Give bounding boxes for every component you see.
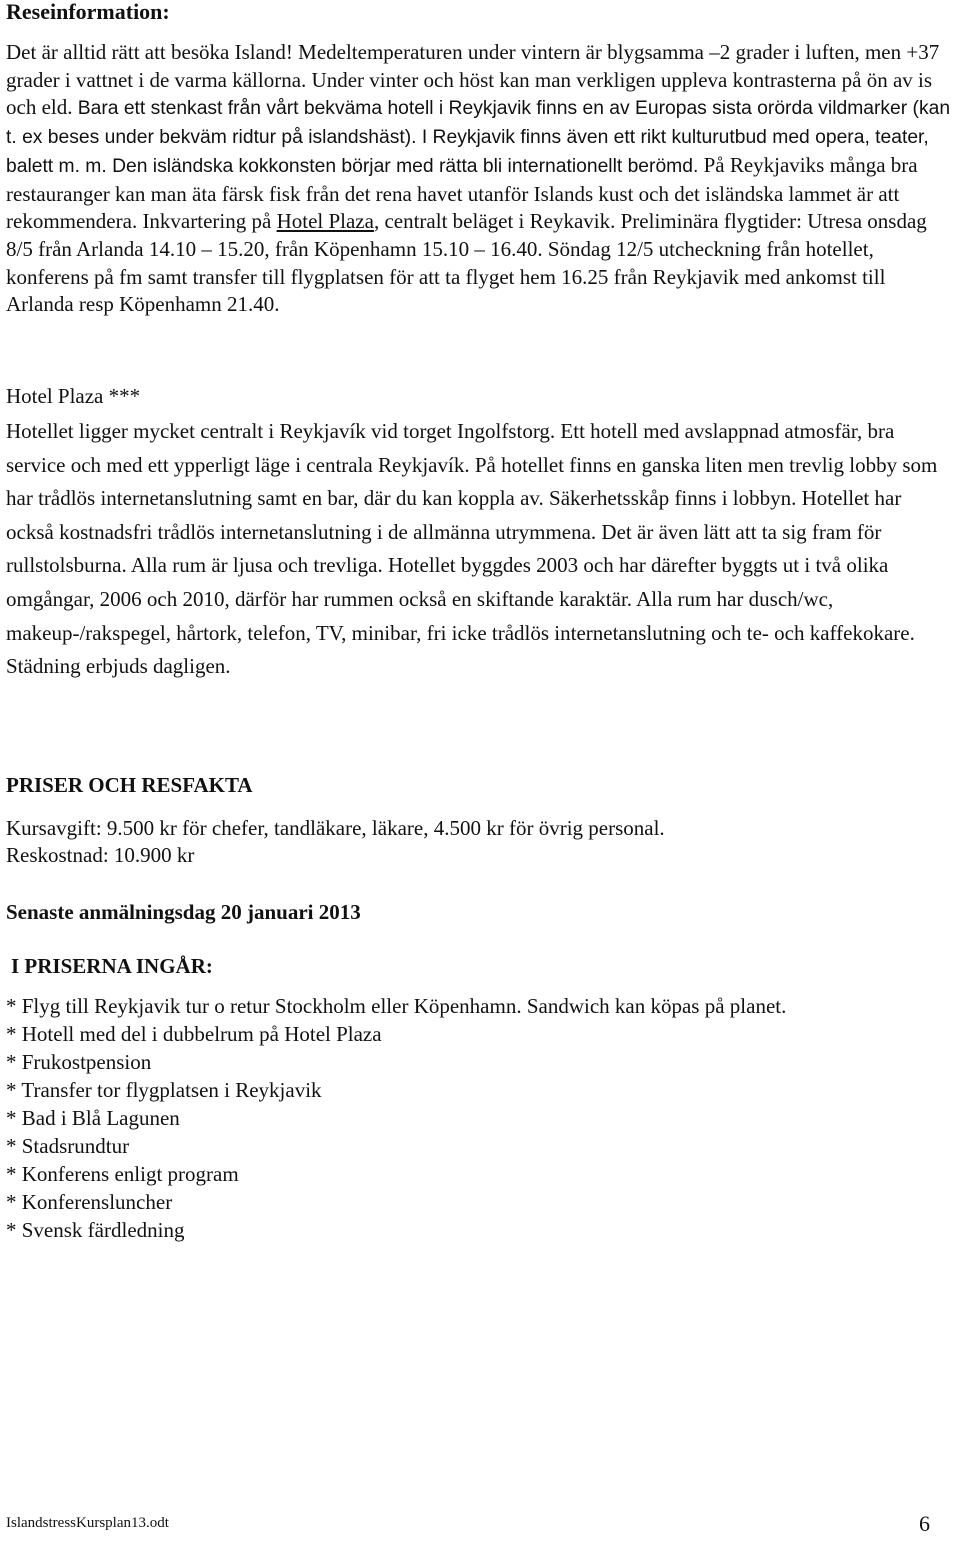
section-heading-ingar: I PRISERNA INGÅR: — [11, 954, 213, 978]
paragraph-text-1: Det är alltid rätt att besöka Island! Medeltemperaturen under vintern är blygsamma –2 grader i luften, men +37 grader i vattnet i de varma källorna. Under vinter och höst kan man verkligen uppleva kontrasterna på ön av is och eld. — [6, 40, 940, 120]
footer-filename: IslandstressKursplan13.odt — [6, 1515, 169, 1531]
price-info — [6, 815, 665, 869]
list-item: * Hotell med del i dubbelrum på Hotel Plaza — [6, 1022, 382, 1046]
list-item: * Konferens enligt program — [6, 1162, 239, 1186]
list-item: * Stadsrundtur — [6, 1134, 130, 1158]
registration-deadline: Senaste anmälningsdag 20 januari 2013 — [6, 900, 361, 924]
hotel-title: Hotel Plaza *** — [6, 384, 141, 408]
paragraph-hotel-description: Hotellet ligger mycket centralt i Reykjavík vid torget Ingolfstorg. Ett hotell med avslappnad atmosfär, bra service och med ett ypperligt läge i centrala Reykjavík. På hotellet finns en ganska liten men trevlig lobby som har trådlös internetanslutning samt en bar, där du kan koppla av. Säkerhetsskåp finns i lobbyn. Hotellet har också kostnadsfri trådlös internetanslutning i de allmänna utrymmena. Det är även lätt att ta sig fram för rullstolsburna. Alla rum är ljusa och trevliga. Hotellet byggdes 2003 och har därefter byggts ut i två olika omgångar, 2006 och 2010, därför har rummen också en skiftande karaktär. Alla rum har dusch/wc, makeup-/rakspegel, hårtork, telefon, TV, minibar, fri icke trådlös internetanslutning och te- och kaffekokare. Städning erbjuds dagligen. — [6, 419, 938, 679]
list-item: * Flyg till Reykjavik tur o retur Stockholm eller Köpenhamn. Sandwich kan köpas på planet. — [6, 994, 787, 1018]
reskostnad-line: Reskostnad: 10.900 kr — [6, 843, 195, 867]
list-item: * Transfer tor flygplatsen i Reykjavik — [6, 1078, 322, 1102]
list-item: * Svensk färdledning — [6, 1218, 185, 1242]
paragraph-reseinformation — [6, 39, 954, 319]
included-items-list — [6, 992, 786, 1244]
kursavgift-line: Kursavgift: 9.500 kr för chefer, tandläkare, läkare, 4.500 kr för övrig personal. — [6, 816, 665, 840]
paragraph-text-3: På Reykjaviks många bra restauranger kan man äta färsk fisk från det rena havet utanför Islands kust och det isländska lammet är att rekommendera. Inkvartering på — [6, 152, 918, 234]
page-number: 6 — [919, 1511, 930, 1536]
list-item: * Konferensluncher — [6, 1190, 173, 1214]
section-heading-priser: PRISER OCH RESFAKTA — [6, 773, 253, 797]
paragraph-text-4: , centralt beläget i Reykavik. Preliminära flygtider: Utresa onsdag 8/5 från Arlanda 14.10 – 15.20, från Köpenhamn 15.10 – 16.40. Söndag 12/5 utcheckning från hotellet, konferens på fm samt transfer till flygplatsen för att ta flyget hem 16.25 från Reykjavik med ankomst till Arlanda resp Köpenhamn 21.40. — [6, 209, 927, 317]
hotel-plaza-link[interactable]: Hotel Plaza — [276, 209, 374, 234]
paragraph-text-2: Bara ett stenkast från vårt bekväma hotell i Reykjavik finns en av Europas sista orörda vildmarker (kan t. ex beses under bekväm ridtur på islandshäst). I Reykjavik finns även ett rikt kulturutbud med opera, teater, balett m. m. Den isländska kokkonsten börjar med rätta bli internationellt berömd. — [6, 98, 951, 177]
list-item: * Bad i Blå Lagunen — [6, 1106, 180, 1130]
section-heading-reseinformation: Reseinformation: — [6, 0, 170, 24]
list-item: * Frukostpension — [6, 1050, 152, 1074]
